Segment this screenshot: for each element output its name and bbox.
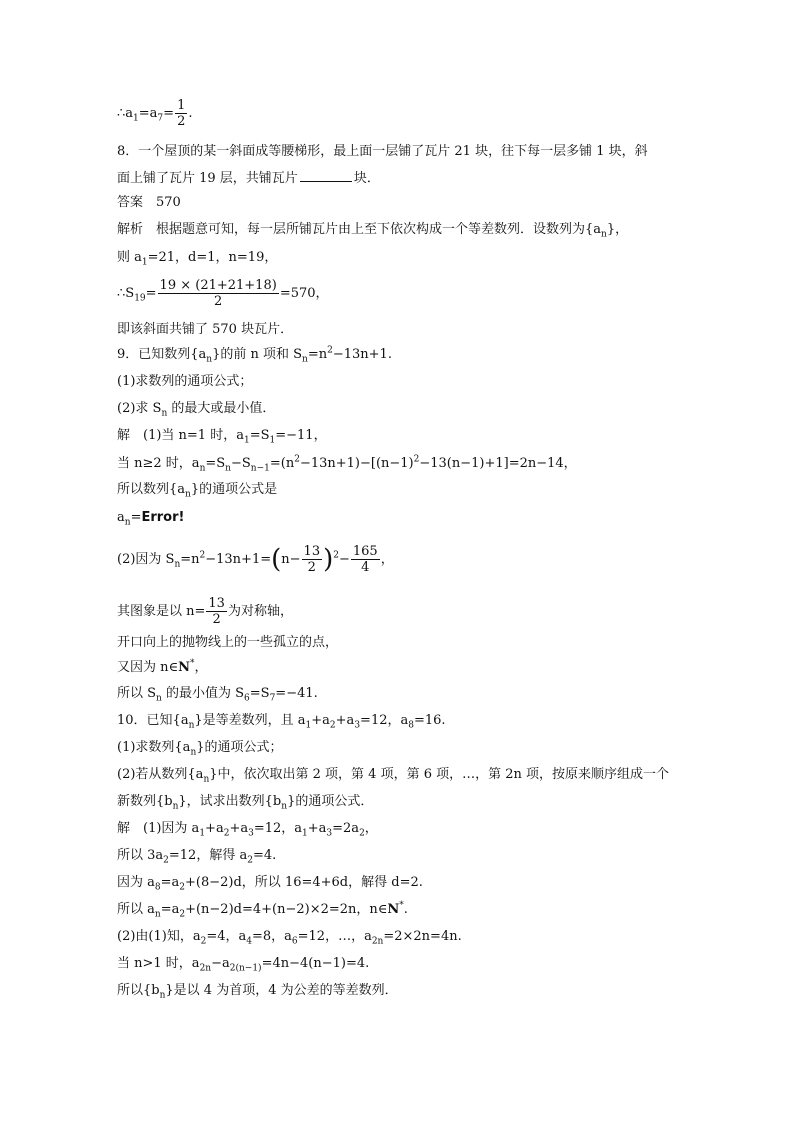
- solution-line: 所以 $3a_2=12$，解得 $a_2=4$.: [117, 848, 277, 866]
- solution-line: 当 n≥2 时，$a_n=S_n-S_{n-1}=(n^2-13n+1)-[(n-1)^2-13(n-1)+1]=2n-14$，: [117, 454, 577, 474]
- solution-line: 所以数列$\{a_n\}$的通项公式是: [117, 482, 278, 500]
- question-10-part-2: (2)若从数列$\{a_n\}$中，依次取出第 2 项，第 4 项，第 6 项，…，第 2n 项，按原来顺序组成一个: [117, 767, 670, 785]
- analysis-params: 则 $a_1=21$，d=1，n=19，: [117, 250, 278, 268]
- solution-line: (2)由(1)知，$a_2=4$，$a_4=8$，$a_6=12$，…，$a_{2n}=2\times 2n=4n$.: [117, 929, 462, 947]
- fraction: $\frac{19 \times (21+21+18)}{2}$: [159, 278, 277, 309]
- solution-line: 其图象是以 n= $\frac{13}{2}$ 为对称轴，: [117, 596, 293, 627]
- solution-line: 因为 $a_8=a_2+(8-2)d$，所以 16=4+6d，解得 d=2.: [117, 875, 423, 893]
- error-text: Error!: [141, 510, 185, 525]
- fraction: $\frac{13}{2}$: [303, 544, 321, 575]
- conclusion-line: 即该斜面共铺了 570 块瓦片．: [117, 322, 294, 337]
- analysis-line: 解析 根据题意可知，每一层所铺瓦片由上至下依次构成一个等差数列．设数列为$\{a_n\}$，: [117, 222, 629, 240]
- solution-line: (2)因为 $S_n=n^2-13n+1=(n-$ $\frac{13}{2}$ )$^2$− $\frac{165}{4}$ ，: [117, 544, 394, 575]
- fraction: $\frac{1}{2}$: [177, 98, 186, 129]
- fraction: $\frac{165}{4}$: [352, 544, 378, 575]
- answer-line: 答案 570: [117, 195, 181, 210]
- question-9-part-2: (2)求 $S_n$ 的最大或最小值．: [117, 401, 276, 419]
- solution-line: 解 (1)当 n=1 时，$a_1=S_1=-11$，: [117, 428, 327, 446]
- solution-line: 开口向上的抛物线上的一些孤立的点，: [117, 635, 339, 650]
- question-10-part-1: (1)求数列$\{a_n\}$的通项公式；: [117, 740, 283, 758]
- question-9-title: 9．已知数列$\{a_n\}$的前 n 项和 $S_n=n^2-13n+1$.: [117, 345, 392, 365]
- solution-line: 所以 $S_n$ 的最小值为 $S_6=S_7=-41$.: [117, 686, 318, 704]
- question-8-text: 8．一个屋顶的某一斜面成等腰梯形，最上面一层铺了瓦片 21 块，往下每一层多铺 1 块，斜: [117, 144, 648, 159]
- solution-line: $a_n=Error$!: [117, 510, 185, 528]
- fraction: $\frac{13}{2}$: [208, 596, 225, 627]
- question-10-title: 10．已知$\{a_n\}$是等差数列，且 $a_1+a_2+a_3=12$，$a_8=16$.: [117, 713, 446, 731]
- solution-line: 当 n>1 时，$a_{2n}-a_{2(n-1)}=4n-4(n-1)=4$.: [117, 956, 370, 974]
- solution-line: 解 (1)因为 $a_1+a_2+a_3=12$，$a_1+a_3=2a_2$，: [117, 821, 378, 839]
- solution-line: 又因为 n∈N*，: [117, 658, 208, 675]
- sum-formula: $\therefore S_{19}=$ $\frac{19 \times (21+21+18)}{2}$ =570，: [117, 278, 329, 309]
- question-9-part-1: (1)求数列的通项公式；: [117, 374, 253, 389]
- answer-blank: [300, 168, 352, 182]
- solution-line: 所以$\{b_n\}$是以 4 为首项，4 为公差的等差数列．: [117, 983, 398, 1001]
- question-10-part-2-cont: 新数列$\{b_n\}$，试求出数列$\{b_n\}$的通项公式．: [117, 794, 374, 812]
- formula-line: $\therefore a_1=a_7=$ $\frac{1}{2}$ .: [117, 98, 193, 129]
- question-8-text-2: 面上铺了瓦片 19 层，共铺瓦片 块．: [117, 168, 380, 189]
- solution-line: 所以 $a_n=a_2+(n-2)d=4+(n-2)\times 2=2n$，n∈N*.: [117, 900, 408, 920]
